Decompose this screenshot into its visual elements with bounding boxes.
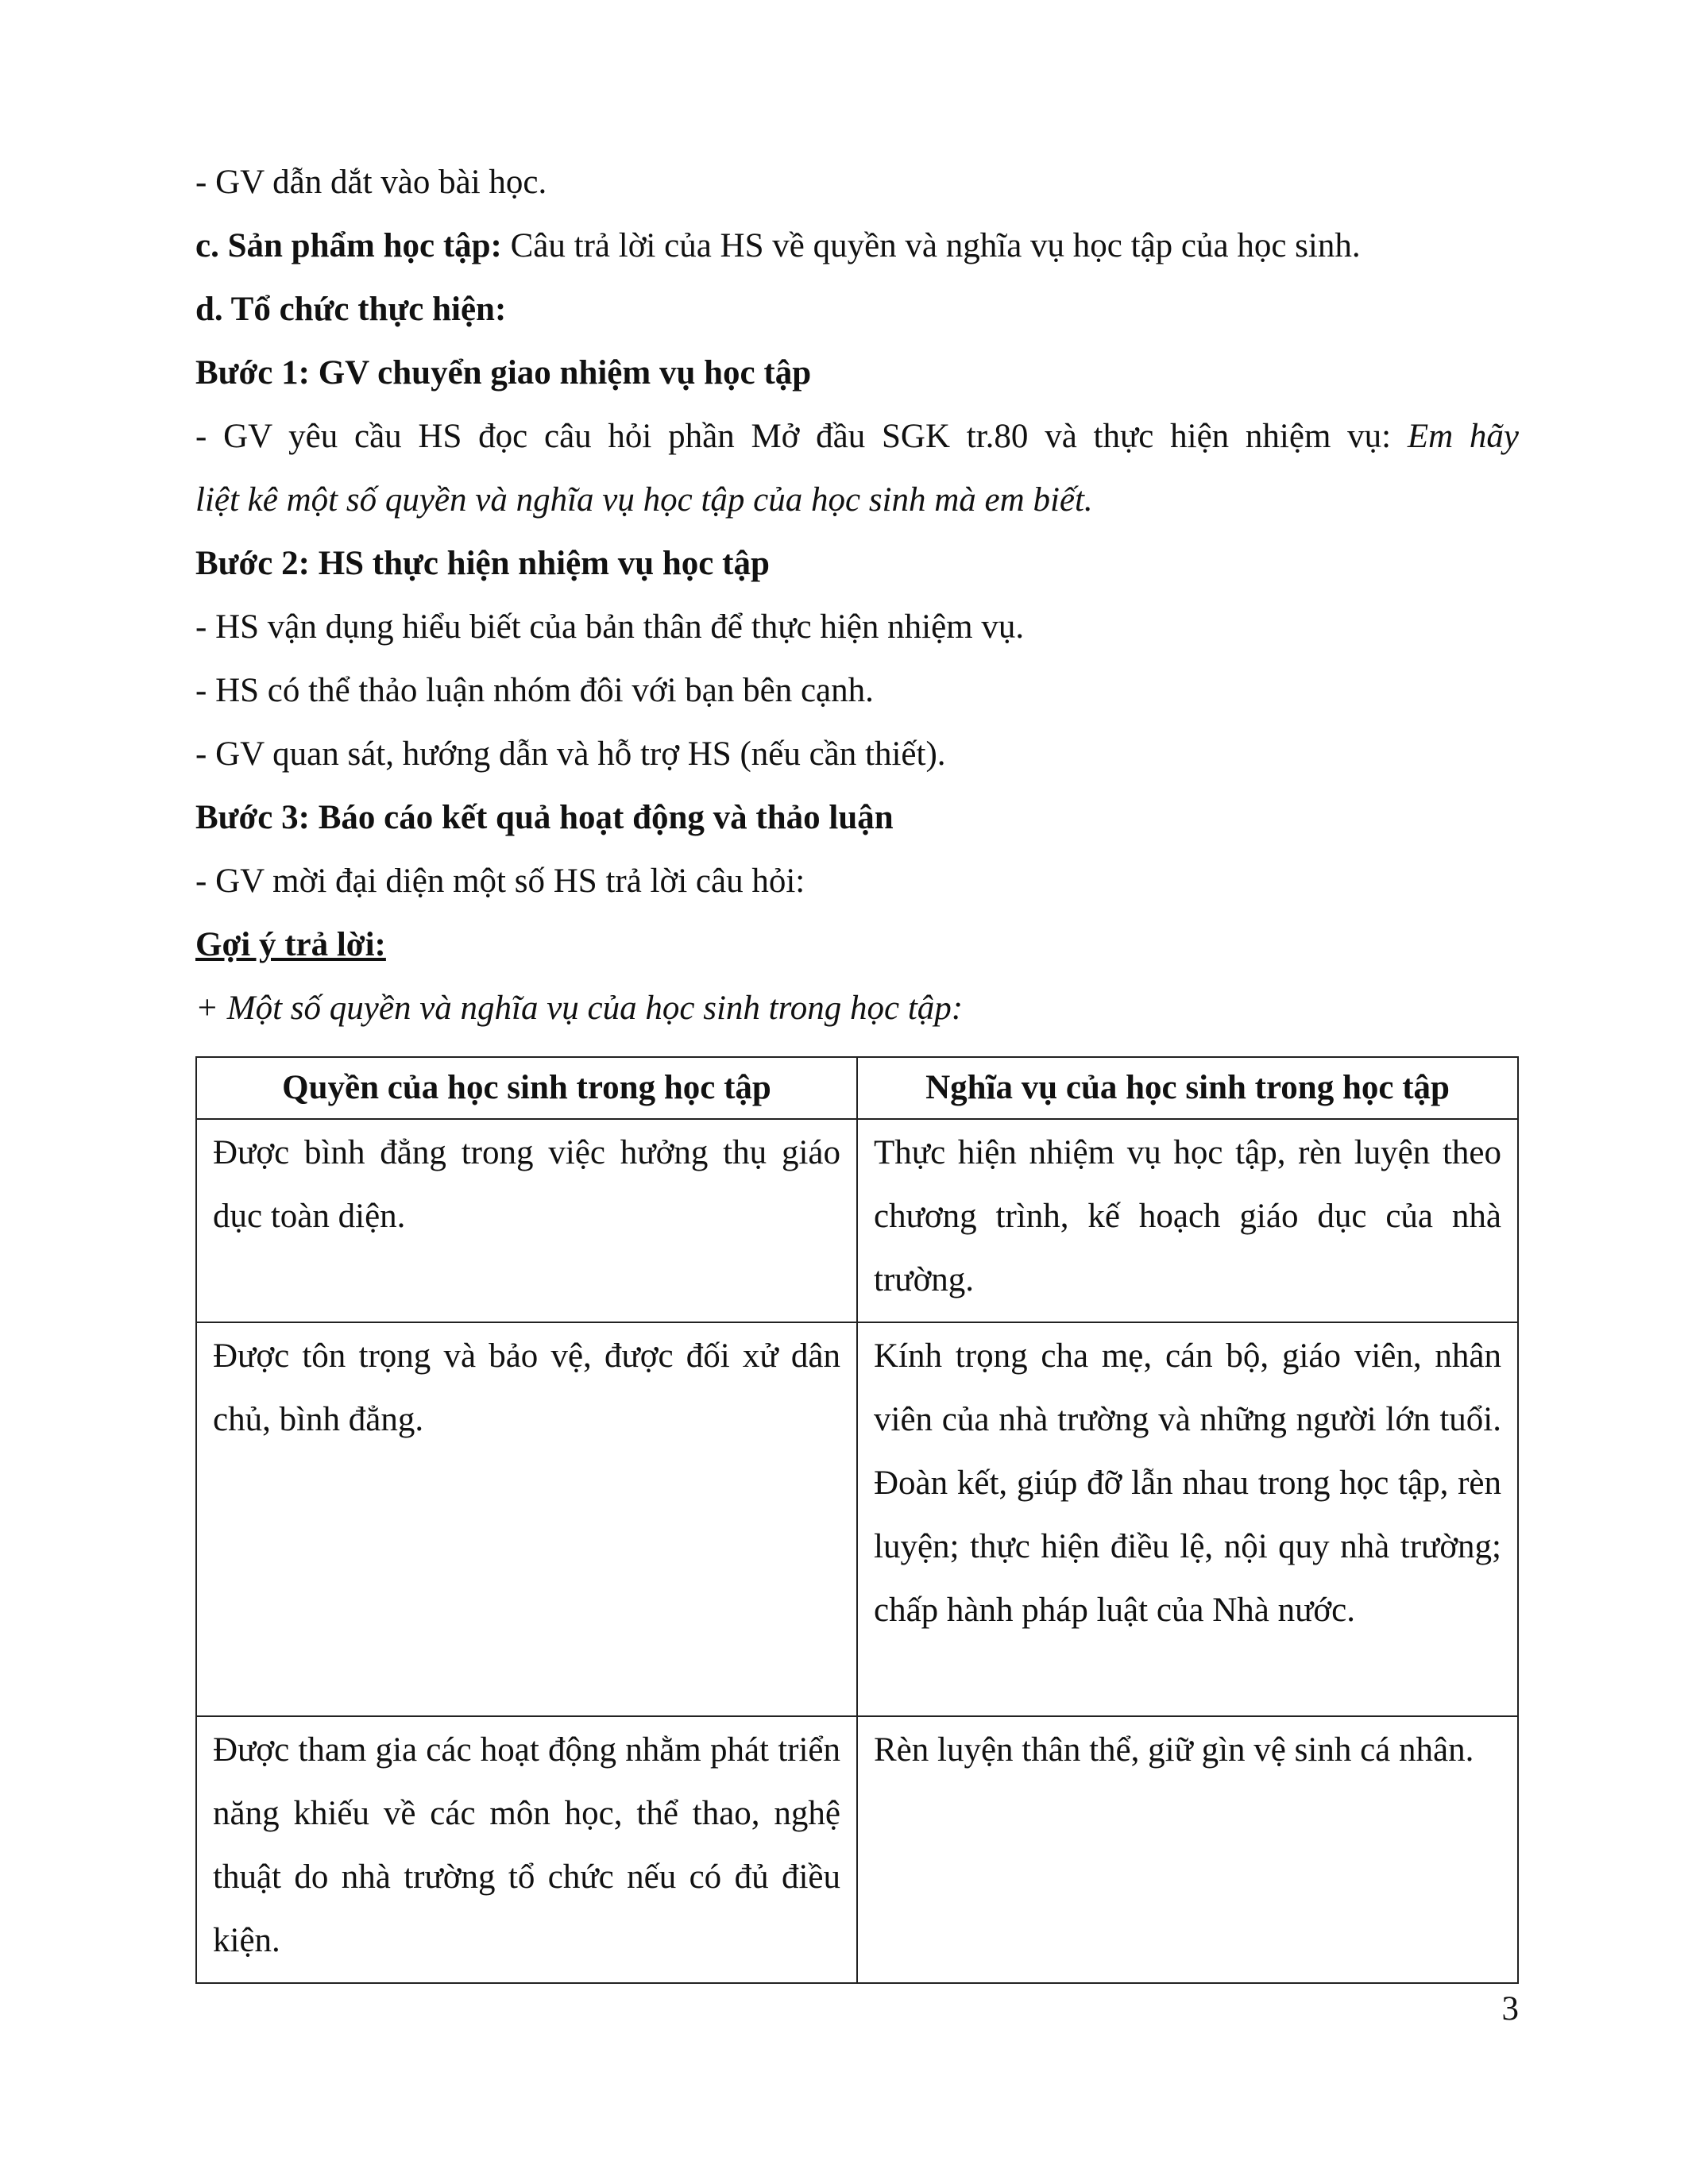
table-cell: Kính trọng cha mẹ, cán bộ, giáo viên, nhân viên của nhà trường và những người lớn tuổi. Đoàn kết, giúp đỡ lẫn nhau trong học tập, rèn luyện; thực hiện điều lệ, nội quy nhà trường; chấp hành pháp luật của Nhà nước.: [857, 1322, 1518, 1716]
heading-step-2: Bước 2: HS thực hiện nhiệm vụ học tập: [195, 545, 770, 582]
table-row: [196, 1716, 1518, 1983]
paragraph-product: [195, 214, 1519, 278]
table-cell: Được tham gia các hoạt động nhằm phát triển năng khiếu về các môn học, thể thao, nghệ thuật do nhà trường tổ chức nếu có đủ điều kiện.: [196, 1716, 857, 1983]
table-header-row: [196, 1057, 1518, 1119]
paragraph-task-cont: liệt kê một số quyền và nghĩa vụ học tập của học sinh mà em biết.: [195, 481, 1093, 519]
heading-step-1: Bước 1: GV chuyển giao nhiệm vụ học tập: [195, 354, 812, 392]
heading-step-3: Bước 3: Báo cáo kết quả hoạt động và thảo luận: [195, 799, 894, 836]
header-rights: Quyền của học sinh trong học tập: [196, 1057, 857, 1119]
task-text: - GV yêu cầu HS đọc câu hỏi phần Mở đầu SGK tr.80 và thực hiện nhiệm vụ:: [195, 418, 1392, 455]
table-cell: Rèn luyện thân thể, giữ gìn vệ sinh cá nhân.: [857, 1716, 1518, 1983]
product-text: Câu trả lời của HS về quyền và nghĩa vụ học tập của học sinh.: [501, 227, 1361, 264]
task-italic: Em hãy: [1407, 418, 1520, 455]
paragraph-list-intro: + Một số quyền và nghĩa vụ của học sinh trong học tập:: [195, 990, 964, 1027]
paragraph-gv-observe: - GV quan sát, hướng dẫn và hỗ trợ HS (nếu cần thiết).: [195, 735, 946, 773]
rights-obligations-table: [195, 1056, 1519, 1984]
table-row: [196, 1322, 1518, 1716]
paragraph-hs-discuss: - HS có thể thảo luận nhóm đôi với bạn bên cạnh.: [195, 672, 874, 709]
paragraph-intro: - GV dẫn dắt vào bài học.: [195, 164, 547, 201]
document-body: [195, 151, 1519, 1040]
heading-answer-hint: Gợi ý trả lời:: [195, 926, 386, 963]
paragraph-hs-apply: - HS vận dụng hiểu biết của bản thân để thực hiện nhiệm vụ.: [195, 608, 1025, 646]
heading-organize: d. Tổ chức thực hiện:: [195, 291, 507, 328]
page-number: 3: [1501, 1990, 1519, 2028]
heading-product: c. Sản phẩm học tập:: [195, 227, 502, 264]
table-cell: Thực hiện nhiệm vụ học tập, rèn luyện theo chương trình, kế hoạch giáo dục của nhà trường.: [857, 1119, 1518, 1322]
table-row: [196, 1119, 1518, 1322]
paragraph-gv-invite: - GV mời đại diện một số HS trả lời câu hỏi:: [195, 862, 805, 900]
table-cell: Được bình đẳng trong việc hưởng thụ giáo dục toàn diện.: [196, 1119, 857, 1322]
table-cell: Được tôn trọng và bảo vệ, được đối xử dân chủ, bình đẳng.: [196, 1322, 857, 1716]
paragraph-task: [195, 405, 1519, 469]
header-obligations: Nghĩa vụ của học sinh trong học tập: [857, 1057, 1518, 1119]
